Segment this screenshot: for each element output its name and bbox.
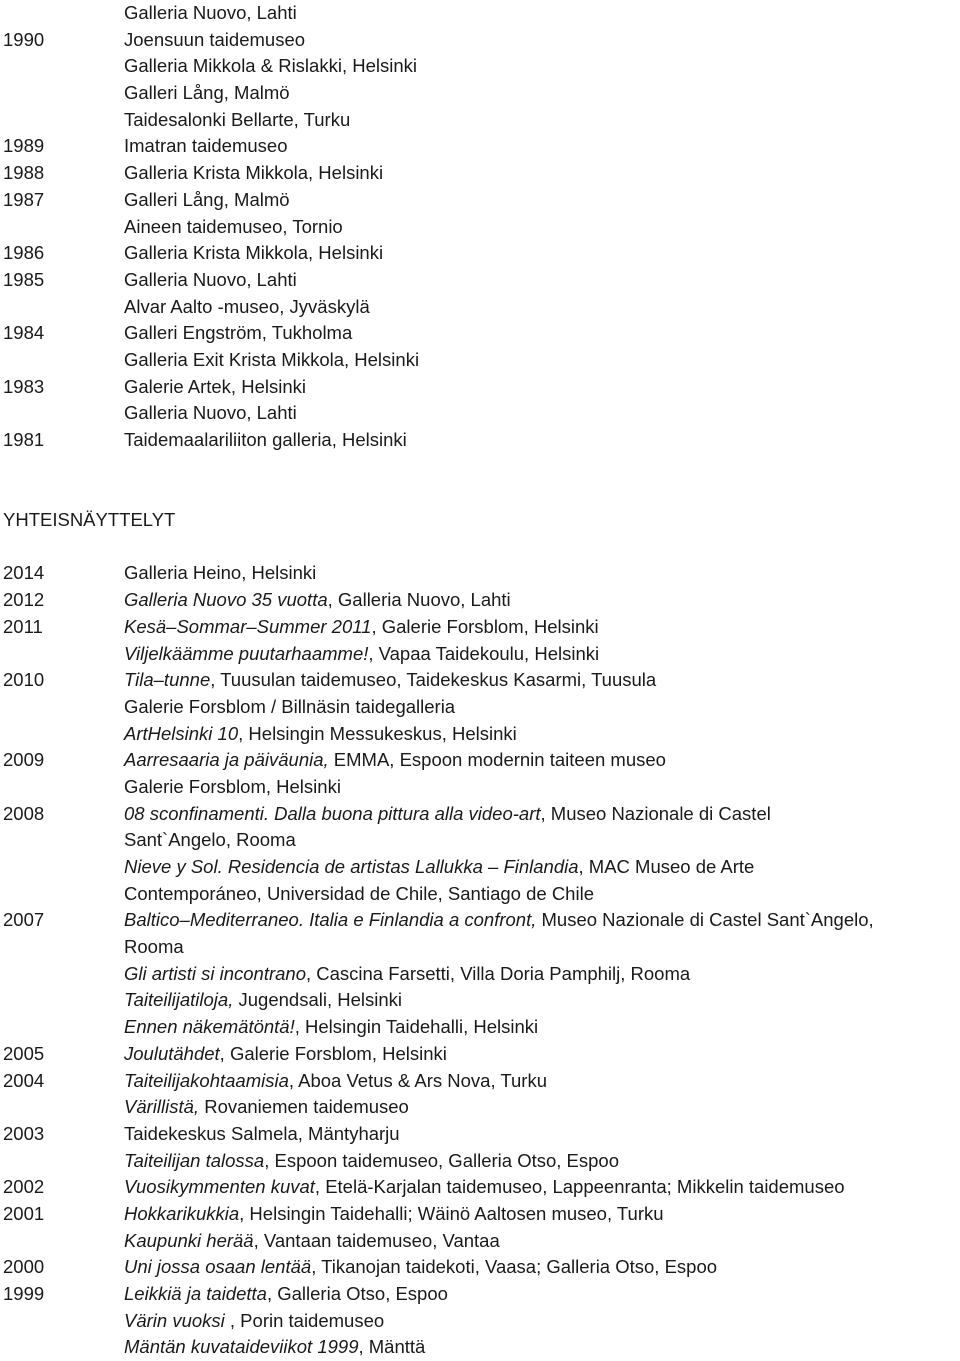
exhibition-row xyxy=(0,133,960,160)
exhibition-year: 2001 xyxy=(3,1202,45,1224)
exhibition-row xyxy=(0,27,960,54)
exhibition-row xyxy=(0,560,960,587)
exhibition-row xyxy=(0,1148,960,1175)
exhibition-venue: , Tuusulan taidemuseo, Taidekeskus Kasarmi, Tuusula xyxy=(210,669,657,691)
exhibition-row xyxy=(0,1014,960,1041)
exhibition-year: 1986 xyxy=(3,242,45,264)
section-spacer xyxy=(0,454,960,481)
exhibition-row xyxy=(0,934,960,961)
exhibition-entry: Galleria Exit Krista Mikkola, Helsinki xyxy=(124,348,420,370)
exhibition-entry xyxy=(124,961,690,988)
exhibition-venue: Rovaniemen taidemuseo xyxy=(199,1096,409,1118)
exhibition-entry xyxy=(124,1308,384,1335)
exhibition-year: 2009 xyxy=(3,749,45,771)
exhibition-entry: Taidesalonki Bellarte, Turku xyxy=(124,108,351,130)
exhibition-venue: , Etelä-Karjalan taidemuseo, Lappeenranta; Mikkelin taidemuseo xyxy=(314,1176,845,1198)
exhibition-entry: Galleri Lång, Malmö xyxy=(124,82,290,104)
exhibition-title: Taiteilijatiloja, xyxy=(124,989,234,1011)
exhibition-row xyxy=(0,641,960,668)
exhibition-venue: , Galerie Forsblom, Helsinki xyxy=(371,615,599,637)
exhibition-entry xyxy=(124,560,316,587)
exhibition-title: Uni jossa osaan lentää xyxy=(124,1256,312,1278)
exhibition-entry xyxy=(124,881,594,908)
exhibition-row xyxy=(0,614,960,641)
exhibition-year: 2011 xyxy=(3,615,43,637)
exhibition-venue: Museo Nazionale di Castel Sant`Angelo, xyxy=(536,909,874,931)
exhibition-year: 1988 xyxy=(3,162,45,184)
exhibition-title: Taiteilijakohtaamisia xyxy=(124,1069,289,1091)
exhibition-year: 1983 xyxy=(3,375,45,397)
exhibition-title: Kesä–Sommar–Summer 2011 xyxy=(124,615,372,637)
exhibition-row xyxy=(0,294,960,321)
exhibition-year: 1999 xyxy=(3,1283,45,1304)
exhibition-entry xyxy=(124,1334,425,1361)
exhibition-title: Viljelkäämme puutarhaamme! xyxy=(124,642,369,664)
exhibition-row xyxy=(0,1281,960,1308)
exhibition-year: 2005 xyxy=(3,1042,45,1064)
exhibition-venue: , Espoon taidemuseo, Galleria Otso, Espoo xyxy=(264,1149,619,1171)
exhibition-entry: Galleri Lång, Malmö xyxy=(124,188,290,210)
exhibition-row xyxy=(0,320,960,347)
exhibition-venue: Sant`Angelo, Rooma xyxy=(124,829,296,851)
exhibition-row xyxy=(0,267,960,294)
exhibition-venue: , Cascina Farsetti, Villa Doria Pamphilj, Rooma xyxy=(305,962,691,984)
exhibition-year: 2008 xyxy=(3,802,45,824)
exhibition-entry xyxy=(124,934,184,961)
exhibition-year: 2014 xyxy=(3,562,45,584)
exhibition-entry: Galleria Nuovo, Lahti xyxy=(124,2,297,23)
exhibition-entry xyxy=(124,801,771,828)
exhibition-title: Tila–tunne xyxy=(124,669,211,691)
exhibition-row xyxy=(0,694,960,721)
exhibition-venue: Contemporáneo, Universidad de Chile, Santiago de Chile xyxy=(124,882,594,904)
exhibition-row xyxy=(0,1308,960,1335)
exhibition-venue: , Porin taidemuseo xyxy=(224,1309,385,1331)
exhibition-title: Taiteilijan talossa xyxy=(124,1149,265,1171)
exhibition-title: Aarresaaria ja päiväunia, xyxy=(124,749,329,771)
exhibition-row xyxy=(0,587,960,614)
exhibition-title: Baltico–Mediterraneo. Italia e Finlandia a confront, xyxy=(124,909,537,931)
exhibition-venue: , Helsingin Taidehalli, Helsinki xyxy=(294,1016,539,1038)
exhibition-venue: Galerie Forsblom, Helsinki xyxy=(124,775,341,797)
exhibition-venue: , Tikanojan taidekoti, Vaasa; Galleria Otso, Espoo xyxy=(311,1256,718,1278)
exhibition-entry: Galleria Nuovo, Lahti xyxy=(124,402,297,424)
exhibition-entry xyxy=(124,641,599,668)
exhibition-entry xyxy=(124,1281,448,1308)
exhibition-row xyxy=(0,187,960,214)
exhibition-title: Leikkiä ja taidetta xyxy=(124,1283,267,1304)
exhibition-title: Gli artisti si incontrano xyxy=(124,962,306,984)
exhibition-row xyxy=(0,214,960,241)
exhibition-entry xyxy=(124,667,656,694)
exhibition-entry xyxy=(124,1148,619,1175)
exhibition-row xyxy=(0,347,960,374)
exhibition-venue: , Mänttä xyxy=(358,1336,426,1358)
solo-exhibitions-list xyxy=(0,0,960,454)
exhibition-row xyxy=(0,987,960,1014)
exhibition-year: 2004 xyxy=(3,1069,45,1091)
exhibition-title: 08 sconfinamenti. Dalla buona pittura alla video-art xyxy=(124,802,541,824)
exhibition-entry xyxy=(124,1174,845,1201)
exhibition-entry xyxy=(124,587,511,614)
exhibition-row xyxy=(0,881,960,908)
exhibition-row xyxy=(0,801,960,828)
exhibition-entry xyxy=(124,1014,538,1041)
exhibition-row xyxy=(0,961,960,988)
exhibition-year: 1981 xyxy=(3,429,45,450)
exhibition-entry: Alvar Aalto -museo, Jyväskylä xyxy=(124,295,370,317)
exhibition-row xyxy=(0,107,960,134)
exhibition-venue: , Helsingin Messukeskus, Helsinki xyxy=(238,722,517,744)
exhibition-venue: , Helsingin Taidehalli; Wäinö Aaltosen museo, Turku xyxy=(239,1202,664,1224)
exhibition-entry xyxy=(124,721,517,748)
exhibition-title: Värin vuoksi xyxy=(124,1309,225,1331)
exhibition-title: Kaupunki herää xyxy=(124,1229,254,1251)
exhibition-year: 2012 xyxy=(3,589,45,611)
exhibition-venue: , Galerie Forsblom, Helsinki xyxy=(219,1042,447,1064)
section-spacer xyxy=(0,480,960,507)
exhibition-venue: Galleria Heino, Helsinki xyxy=(124,562,317,584)
exhibition-venue: Rooma xyxy=(124,936,184,958)
exhibition-entry xyxy=(124,1254,717,1281)
exhibition-row xyxy=(0,1094,960,1121)
exhibition-row xyxy=(0,1201,960,1228)
exhibition-row xyxy=(0,1121,960,1148)
exhibition-entry: Galleria Krista Mikkola, Helsinki xyxy=(124,242,384,264)
exhibition-year: 1984 xyxy=(3,322,45,344)
exhibition-entry xyxy=(124,827,296,854)
exhibition-entry xyxy=(124,1201,664,1228)
exhibition-year: 1989 xyxy=(3,135,45,157)
exhibition-entry xyxy=(124,907,874,934)
exhibition-year: 2007 xyxy=(3,909,45,931)
exhibition-row xyxy=(0,1174,960,1201)
exhibition-entry: Galleria Krista Mikkola, Helsinki xyxy=(124,162,384,184)
exhibition-entry xyxy=(124,1041,447,1068)
exhibition-row xyxy=(0,827,960,854)
exhibition-row xyxy=(0,53,960,80)
exhibition-row xyxy=(0,427,960,454)
exhibition-venue: , Vapaa Taidekoulu, Helsinki xyxy=(368,642,600,664)
heading-spacer xyxy=(0,534,960,561)
exhibition-year: 2003 xyxy=(3,1122,45,1144)
exhibition-title: Galleria Nuovo 35 vuotta xyxy=(124,589,328,611)
exhibition-year: 2000 xyxy=(3,1256,45,1278)
exhibition-row xyxy=(0,1254,960,1281)
exhibition-entry xyxy=(124,854,754,881)
exhibition-row xyxy=(0,907,960,934)
exhibition-row xyxy=(0,667,960,694)
exhibition-venue: EMMA, Espoon modernin taiteen museo xyxy=(328,749,666,771)
exhibition-entry xyxy=(124,614,599,641)
exhibition-venue: Jugendsali, Helsinki xyxy=(233,989,403,1011)
exhibition-row xyxy=(0,160,960,187)
exhibition-row xyxy=(0,80,960,107)
exhibition-title: Vuosikymmenten kuvat xyxy=(124,1176,315,1198)
exhibition-venue: , Vantaan taidemuseo, Vantaa xyxy=(253,1229,500,1251)
exhibition-title: Hokkarikukkia xyxy=(124,1202,240,1224)
exhibition-entry xyxy=(124,1068,547,1095)
exhibition-row xyxy=(0,747,960,774)
exhibition-row xyxy=(0,1334,960,1361)
exhibition-row xyxy=(0,1228,960,1255)
exhibition-entry: Galleria Nuovo, Lahti xyxy=(124,268,297,290)
group-exhibitions-list xyxy=(0,560,960,1361)
exhibition-venue: Taidekeskus Salmela, Mäntyharju xyxy=(124,1122,400,1144)
exhibition-year: 2010 xyxy=(3,669,45,691)
exhibition-row xyxy=(0,400,960,427)
exhibition-entry: Galerie Artek, Helsinki xyxy=(124,375,306,397)
exhibition-venue: Galerie Forsblom / Billnäsin taidegalleria xyxy=(124,695,456,717)
exhibition-venue: , Galleria Nuovo, Lahti xyxy=(327,589,511,611)
exhibition-venue: , MAC Museo de Arte xyxy=(578,856,755,877)
exhibition-title: Mäntän kuvataideviikot 1999 xyxy=(124,1336,359,1358)
exhibition-entry: Galleria Mikkola & Rislakki, Helsinki xyxy=(124,55,417,77)
exhibition-year: 2002 xyxy=(3,1176,45,1198)
exhibition-row xyxy=(0,0,960,27)
exhibition-row xyxy=(0,1041,960,1068)
exhibition-entry xyxy=(124,774,341,801)
exhibition-entry: Taidemaalariliiton galleria, Helsinki xyxy=(124,429,407,450)
exhibition-title: Nieve y Sol. Residencia de artistas Lallukka – Finlandia xyxy=(124,856,579,877)
exhibition-row xyxy=(0,374,960,401)
exhibition-row xyxy=(0,1068,960,1095)
exhibition-entry: Imatran taidemuseo xyxy=(124,135,288,157)
exhibition-entry xyxy=(124,747,666,774)
exhibition-entry xyxy=(124,1094,409,1121)
exhibition-year: 1985 xyxy=(3,268,45,290)
exhibition-title: Ennen näkemätöntä! xyxy=(124,1016,295,1038)
exhibition-venue: , Galleria Otso, Espoo xyxy=(266,1283,448,1304)
exhibition-entry xyxy=(124,694,455,721)
exhibition-entry xyxy=(124,1121,400,1148)
exhibition-entry xyxy=(124,987,402,1014)
exhibition-row xyxy=(0,774,960,801)
exhibition-venue: , Aboa Vetus & Ars Nova, Turku xyxy=(288,1069,547,1091)
exhibition-row xyxy=(0,240,960,267)
exhibition-row xyxy=(0,854,960,881)
exhibition-title: Joulutähdet xyxy=(124,1042,220,1064)
exhibition-row xyxy=(0,721,960,748)
exhibition-year: 1990 xyxy=(3,28,45,50)
exhibition-title: Värillistä, xyxy=(124,1096,200,1118)
exhibition-entry xyxy=(124,1228,500,1255)
exhibition-venue: , Museo Nazionale di Castel xyxy=(540,802,771,824)
exhibition-entry: Joensuun taidemuseo xyxy=(124,28,306,50)
group-exhibitions-heading: YHTEISNÄYTTELYT xyxy=(3,509,176,531)
exhibition-year: 1987 xyxy=(3,188,45,210)
exhibition-entry: Galleri Engström, Tukholma xyxy=(124,322,353,344)
exhibition-title: ArtHelsinki 10 xyxy=(124,722,239,744)
exhibition-entry: Aineen taidemuseo, Tornio xyxy=(124,215,343,237)
